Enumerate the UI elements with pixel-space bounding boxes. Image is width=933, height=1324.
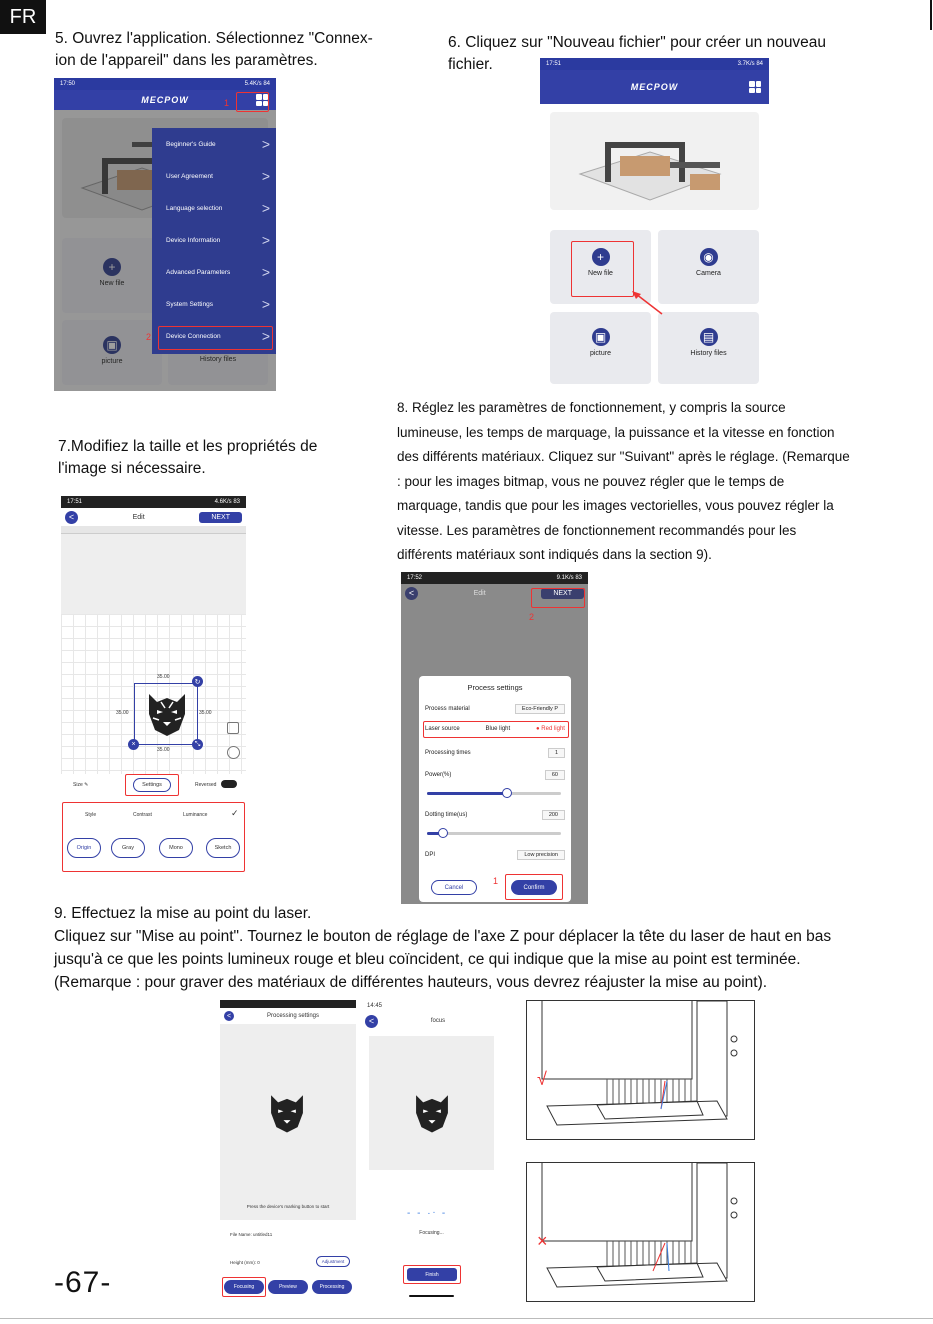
status-right: 3.7K/s 84 [737,61,763,67]
step8-line3: des différents matériaux. Cliquez sur "Suivant" après le réglage. (Remarque [397,449,850,464]
menu-label: Device Connection [166,332,221,340]
dim-top: 35.00 [157,674,170,680]
focus-toolbar [361,1012,502,1030]
correct-mark: √ [537,1069,547,1089]
status-bar [540,58,769,70]
highlight-confirm [505,874,563,900]
step5-screenshot [54,78,276,391]
delete-handle-icon[interactable]: × [128,739,139,750]
laser-source-label: Laser source [425,726,460,732]
pointer-arrow [630,290,666,316]
picture-icon: ▣ [103,336,121,354]
status-bar [61,496,246,508]
confirm-button[interactable]: Confirm [511,880,557,895]
brand-logo: MECPOW [630,82,679,92]
back-icon[interactable]: < [224,1011,234,1021]
settings-menu [152,128,276,354]
cancel-button[interactable]: Cancel [431,880,477,895]
camera-label: Camera [696,270,721,277]
history-label: History files [199,356,237,363]
adjustment-button[interactable]: Adjustment [316,1256,350,1267]
step6-line1: 6. Cliquez sur "Nouveau fichier" pour créer un nouveau [448,34,827,51]
process-settings-dialog [419,676,571,902]
highlight-next [531,588,585,608]
highlight-new-file [571,241,634,297]
marker-1: 1 [493,876,499,886]
blue-light-option[interactable]: Blue light [485,726,511,732]
step9-line3: jusqu'à ce que les points lumineux rouge et bleu coïncident, ce qui indique que la mise au point est terminée. [54,951,801,968]
history-icon: ▤ [700,328,718,346]
menu-user-agreement[interactable] [152,160,276,192]
marker-1: 1 [224,98,230,108]
dotting-slider[interactable] [427,832,561,835]
focus-title: focus [430,1018,446,1024]
step9-line4: (Remarque : pour graver des matériaux de différentes hauteurs, vous devrez réajuster la mise au point). [54,974,768,991]
highlight-style-panel [62,802,245,872]
processing-button[interactable]: Processing [312,1280,352,1294]
step5-line2: ion de l'appareil" dans les paramètres. [55,52,318,69]
app-bar [540,70,769,104]
dpi-label: DPI [425,852,436,858]
processing-toolbar [220,1008,356,1024]
hero-card [550,112,759,210]
step8-text [397,396,887,568]
tab-style[interactable]: Style [85,812,97,818]
highlight-focusing [222,1277,266,1297]
menu-label: User Agreement [166,172,213,180]
status-time: 17:50 [60,81,76,87]
style-sketch[interactable]: Sketch [206,838,240,858]
tab-luminance[interactable]: Luminance [183,812,208,818]
status-time: 17:51 [546,61,562,67]
step8-line5: marquage, tandis que pour les images vectorielles, vous pouvez régler la [397,498,834,513]
step9-text [54,902,924,994]
dialog-title: Process settings [467,683,523,692]
focusing-status: Focusing... [419,1230,444,1236]
menu-label: Beginner's Guide [166,140,216,148]
step6-screenshot [540,58,769,386]
status-right: 4.6K/s 83 [214,499,240,505]
reversed-label: Reversed [195,782,217,788]
grid-menu-icon[interactable] [749,81,761,93]
loading-dots: - - ·ᐧ - [407,1208,448,1219]
tiger-image [264,1090,310,1136]
power-slider-fill [427,792,507,795]
dim-bottom: 35.00 [157,747,170,753]
step8-line7: différents matériaux sont indiqués dans la section 9). [397,547,712,562]
plus-icon: + [103,258,121,276]
highlight-settings [125,774,179,796]
process-material-row [425,704,565,714]
chevron-right-icon: > [261,136,270,152]
step8-screenshot [401,572,588,904]
status-bar [361,1000,502,1012]
processing-times-input[interactable]: 1 [548,748,565,758]
power-label: Power(%) [425,772,452,778]
processing-times-label: Processing times [425,750,471,756]
chevron-right-icon: > [261,200,270,216]
status-bar [401,572,588,584]
status-right: 9.1K/s 83 [556,575,582,581]
dim-right: 35.00 [199,710,212,716]
status-time: 17:52 [407,575,423,581]
step7-line2: l'image si nécessaire. [58,460,206,477]
status-time: 17:51 [67,499,83,505]
plus-icon: + [592,248,610,266]
home-indicator [409,1295,454,1297]
incorrect-mark: × [537,1231,548,1251]
highlight-finish [403,1265,461,1284]
press-hint: Press the device's marking button to start [246,1204,330,1209]
menu-beginners-guide[interactable] [152,128,276,160]
laser-head-correct-illustration [527,1001,755,1140]
step5-text [55,28,415,72]
preview-button[interactable]: Preview [268,1280,308,1294]
picture-icon: ▣ [592,328,610,346]
menu-label: Device Information [166,236,221,244]
step9-line2: Cliquez sur "Mise au point". Tournez le bouton de réglage de l'axe Z pour déplacer la tête du laser de haut en bas [54,928,832,945]
scale-handle-icon[interactable]: ⤡ [192,739,203,750]
finish-button[interactable]: Finish [407,1268,457,1281]
step8-line2: lumineuse, les temps de marquage, la puissance et la vitesse en fonction [397,424,835,440]
reversed-toggle[interactable] [221,780,237,788]
process-material-label: Process material [425,706,470,712]
menu-device-information[interactable] [152,224,276,256]
step8-line4: : pour les images bitmap, vous ne pouvez régler que le temps de [397,473,785,489]
dotting-slider-knob[interactable] [438,828,448,838]
edit-toolbar [61,508,246,526]
chevron-right-icon: > [261,328,270,344]
step8-line6: vitesse. Les paramètres de fonctionnement recommandés pour les [397,522,797,538]
back-icon[interactable]: < [405,587,418,600]
next-button[interactable]: NEXT [541,588,584,599]
bottom-rule [0,1318,933,1319]
menu-label: System Settings [166,300,213,308]
camera-card[interactable] [658,230,759,304]
history-card[interactable] [658,312,759,384]
focus-correct-diagram [526,1000,755,1140]
check-icon[interactable]: ✓ [231,808,239,818]
marker-2: 2 [146,332,152,342]
highlight-device-connection [158,326,273,350]
chevron-right-icon: > [261,264,270,280]
menu-language-selection[interactable] [152,192,276,224]
laser-head-incorrect-illustration [527,1163,755,1302]
edit-title: Edit [132,513,145,521]
tiger-image [141,688,193,740]
style-mono[interactable]: Mono [159,838,193,858]
size-label: Size ✎ [73,782,89,788]
processing-settings-screenshot [220,1000,356,1302]
red-light-option[interactable]: ● Red light [536,726,565,732]
step7-text [58,436,378,480]
rotate-handle-icon[interactable]: ↻ [192,676,203,687]
step7-line1: 7.Modifiez la taille et les propriétés de [58,438,318,455]
style-origin[interactable]: Origin [67,838,101,858]
power-slider-knob[interactable] [502,788,512,798]
step6-line2: fichier. [448,56,493,73]
next-button[interactable]: NEXT [199,512,242,523]
style-gray[interactable]: Gray [111,838,145,858]
crop-icon[interactable] [227,722,239,734]
chevron-right-icon: > [261,168,270,184]
edit-title: Edit [473,589,486,597]
new-file-label: New file [99,280,125,287]
tiger-image [409,1090,455,1136]
dotting-time-input[interactable]: 200 [542,810,565,820]
picture-label: picture [101,358,123,365]
menu-label: Language selection [166,204,223,212]
language-badge: FR [0,0,46,34]
file-name-row: File Name: untitled11 [230,1232,273,1237]
back-icon[interactable]: < [65,511,78,524]
step9-line1: 9. Effectuez la mise au point du laser. [54,905,312,922]
chevron-right-icon: > [261,232,270,248]
status-right: 5.4K/s 84 [244,81,270,87]
dpi-select[interactable]: Low precision [517,850,565,860]
locate-icon[interactable] [227,746,240,759]
marker-2: 2 [529,612,535,622]
dpi-row [425,850,565,860]
settings-button[interactable]: Settings [133,778,171,792]
focus-screenshot [361,1000,502,1302]
picture-card[interactable] [550,312,651,384]
status-bar [54,78,276,90]
processing-title: Processing settings [266,1013,320,1019]
step8-line1: 8. Réglez les paramètres de fonctionnement, y compris la source [397,400,786,415]
tab-contrast[interactable]: Contrast [133,812,152,818]
dim-left: 35.00 [116,710,129,716]
process-material-select[interactable]: Eco-Friendly P [515,704,565,714]
focusing-button[interactable]: Focusing [224,1280,264,1294]
menu-label: Advanced Parameters [166,268,231,276]
highlight-laser-source [423,721,569,738]
history-label: History files [690,350,727,357]
highlight-grid-button [236,92,269,112]
step5-line1: 5. Ouvrez l'application. Sélectionnez "Connex- [55,30,373,47]
page-number: -67- [54,1266,112,1299]
step7-screenshot [61,496,246,874]
picture-label: picture [589,350,611,357]
power-row [425,770,565,780]
status-time: 14:45 [367,1003,383,1009]
ruler [61,526,246,534]
menu-advanced-parameters[interactable] [152,256,276,288]
dotting-time-label: Dotting time(us) [425,812,468,818]
chevron-right-icon: > [261,296,270,312]
dotting-time-row [425,810,565,820]
canvas-top-band [61,534,246,614]
focus-incorrect-diagram [526,1162,755,1302]
new-file-label: New file [588,270,613,277]
power-slider[interactable] [427,792,561,795]
camera-icon: ◉ [700,248,718,266]
brand-logo: MECPOW [141,95,189,105]
power-input[interactable]: 60 [545,770,565,780]
processing-times-row [425,748,565,758]
back-icon[interactable]: < [365,1015,378,1028]
status-bar [220,1000,356,1008]
height-row: Height (mm): 0 [230,1260,260,1265]
corner-mark [930,0,932,30]
menu-system-settings[interactable] [152,288,276,320]
machine-illustration [550,112,759,210]
